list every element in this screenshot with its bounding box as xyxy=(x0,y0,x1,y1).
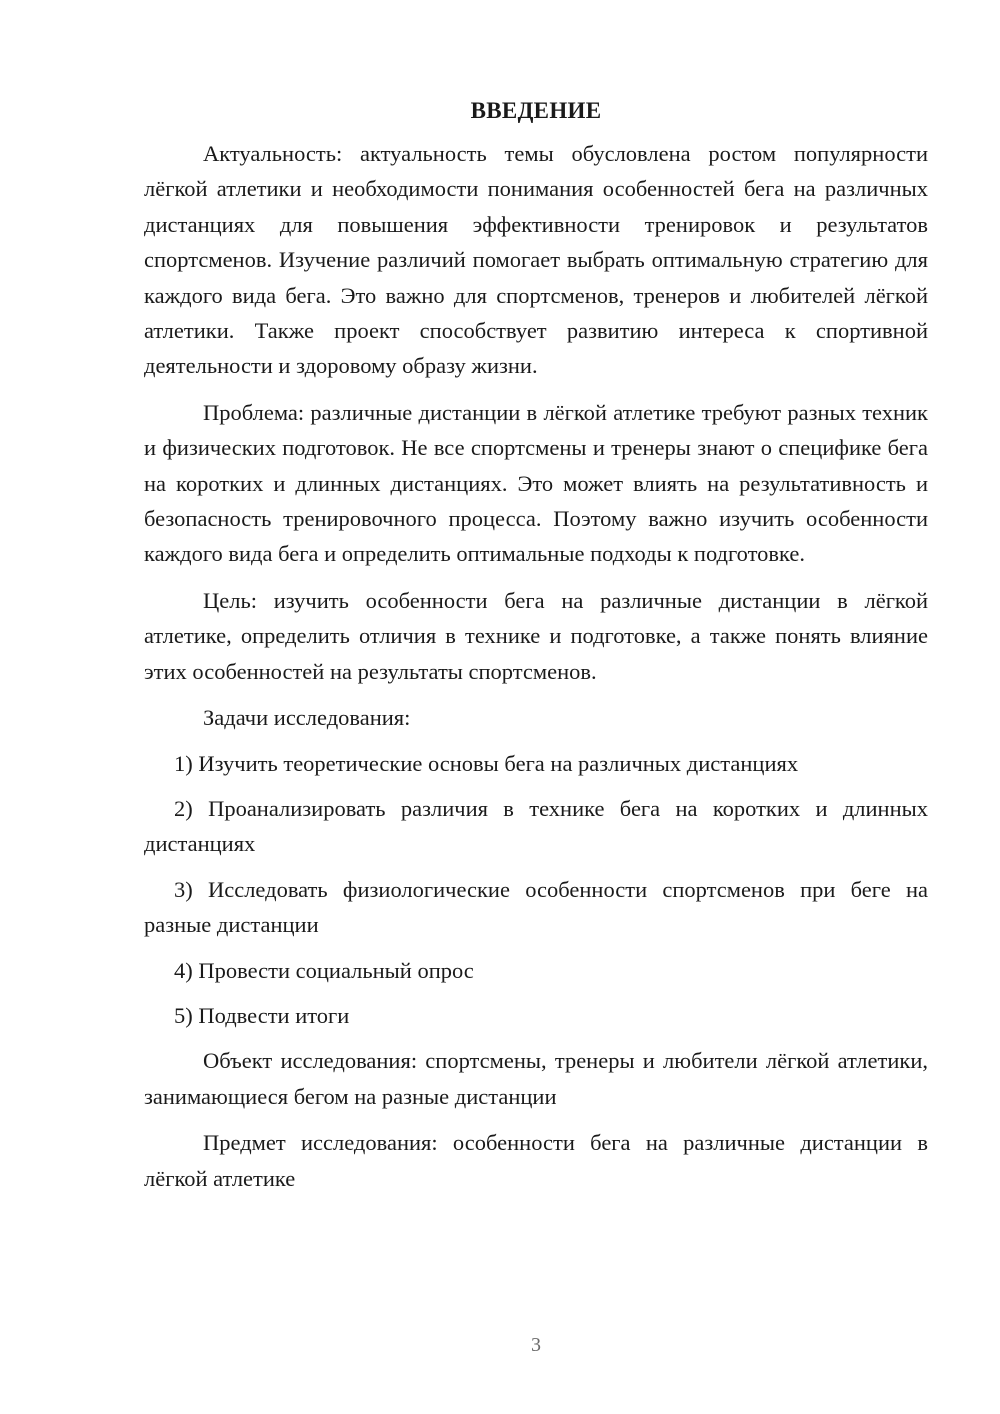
task-item-4: 4) Провести социальный опрос xyxy=(174,957,474,983)
relevance-paragraph: Актуальность: актуальность темы обусловлена ростом популярности лёгкой атлетики и необходимости понимания особенностей бега на различных дистанциях для повышения эффективности тренировок и результатов спортсменов. Изучение различий помогает выбрать оптимальную стратегию для каждого вида бега. Это важно для спортсменов, тренеров и любителей лёгкой атлетики. Также проект способствует развитию интереса к спортивной деятельности и здоровому образу жизни. xyxy=(144,141,928,379)
task-item-5: 5) Подвести итоги xyxy=(174,1002,350,1028)
tasks-heading: Задачи исследования: xyxy=(203,705,411,731)
goal-paragraph: Цель: изучить особенности бега на различные дистанции в лёгкой атлетике, определить отличия в технике и подготовке, а также понять влияние этих особенностей на результаты спортсменов. xyxy=(144,587,928,684)
object-paragraph: Объект исследования: спортсмены, тренеры и любители лёгкой атлетики, занимающиеся бегом на разные дистанции xyxy=(144,1048,928,1109)
subject-paragraph: Предмет исследования: особенности бега на различные дистанции в лёгкой атлетике xyxy=(144,1130,928,1191)
page-title: ВВЕДЕНИЕ xyxy=(470,98,602,123)
task-item-3: 3) Исследовать физиологические особенности спортсменов при беге на разные дистанции xyxy=(144,876,928,938)
page-number: 3 xyxy=(531,1334,541,1356)
document-page xyxy=(144,96,928,1207)
task-item-1: 1) Изучить теоретические основы бега на различных дистанциях xyxy=(174,750,799,776)
task-item-2: 2) Проанализировать различия в технике бега на коротких и длинных дистанциях xyxy=(144,795,928,857)
problem-paragraph: Проблема: различные дистанции в лёгкой атлетике требуют разных техник и физических подготовок. Не все спортсмены и тренеры знают о специфике бега на коротких и длинных дистанциях. Это может влиять на результативность и безопасность тренировочного процесса. Поэтому важно изучить особенности каждого вида бега и определить оптимальные подходы к подготовке. xyxy=(144,399,928,567)
